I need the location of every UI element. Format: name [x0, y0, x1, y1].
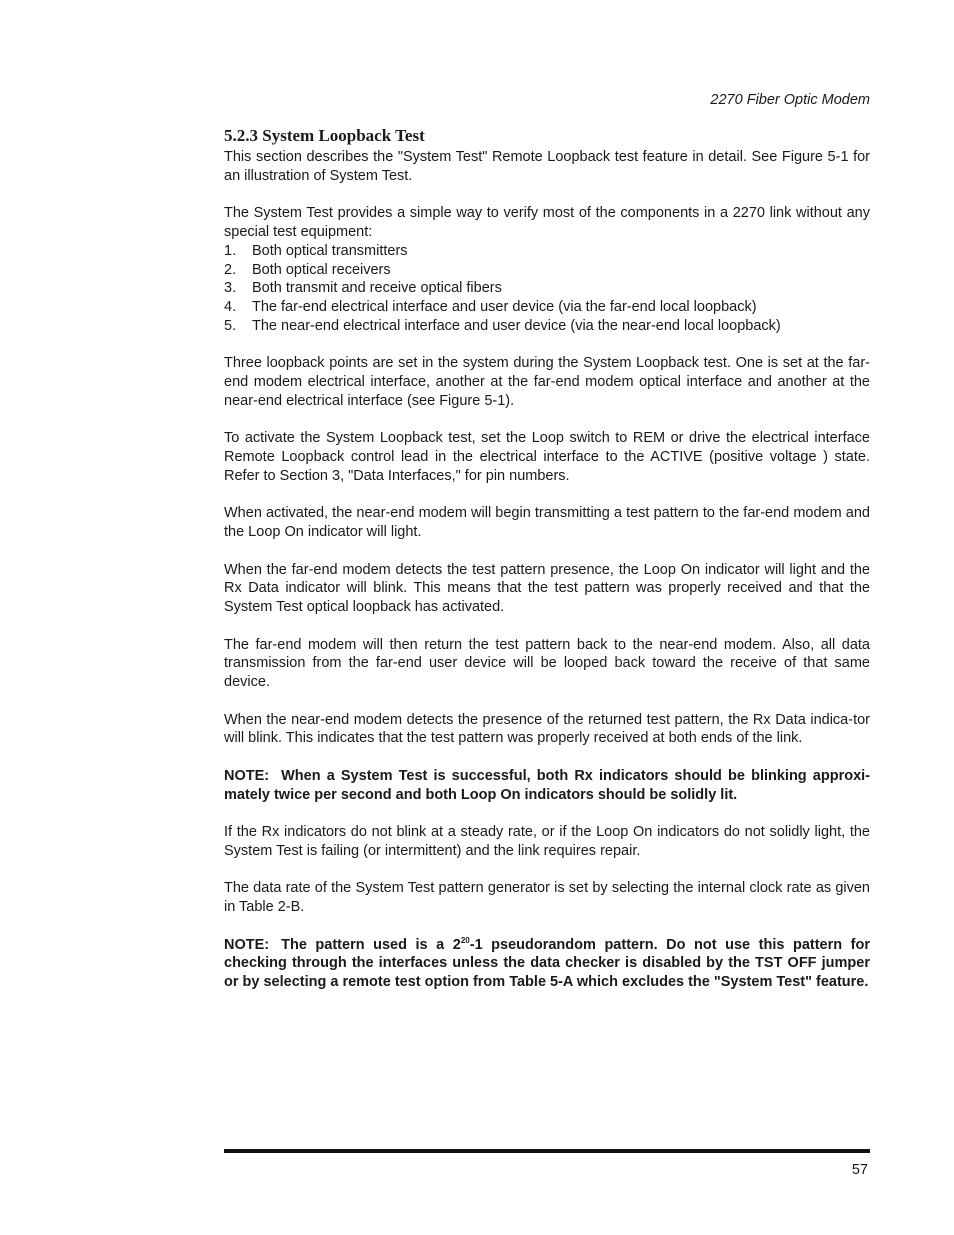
list-number: 2.: [224, 261, 237, 278]
note-text-post: -1 pseudorandom pattern. Do not use this pattern for checking through the interfaces unless the data checker is disabled by the TST OFF jumper or by selecting a remote test option from Table 5-A which excludes the "System Test" feature.: [224, 936, 870, 990]
note-success: [224, 767, 870, 805]
list-text: Both optical transmitters: [252, 242, 408, 259]
paragraph: To activate the System Loopback test, set the Loop switch to REM or drive the electrical interface Remote Loopback control lead in the electrical interface to the ACTIVE (positive voltage ) state. Refer to Section 3, "Data Interfaces," for pin numbers.: [224, 430, 870, 484]
list-text: Both optical receivers: [252, 261, 391, 278]
paragraph: If the Rx indicators do not blink at a steady rate, or if the Loop On indicators do not solidly light, the System Test is failing (or intermittent) and the link requires repair.: [224, 824, 870, 859]
page-number: 57: [851, 1162, 868, 1178]
list-item: [224, 242, 870, 261]
note-text: When a System Test is successful, both Rx indicators should be blinking approxi-mately twice per second and both Loop On indicators should be solidly lit.: [224, 767, 870, 803]
paragraph: The System Test provides a simple way to verify most of the components in a 2270 link without any special test equipment:: [224, 205, 870, 240]
list-text: Both transmit and receive optical fibers: [252, 280, 502, 297]
note-label: NOTE:: [224, 936, 270, 953]
component-list: [224, 242, 870, 336]
list-number: 5.: [224, 317, 237, 334]
list-number: 4.: [224, 299, 237, 315]
paragraph: When the near-end modem detects the presence of the returned test pattern, the Rx Data indica-tor will blink. This indicates that the test pattern was properly received at both ends of the link.: [224, 711, 870, 747]
note-text-pre: The pattern used is a 2: [281, 936, 461, 953]
section-body: [224, 148, 870, 1011]
list-text: The near-end electrical interface and user device (via the near-end local loopback): [252, 317, 781, 334]
paragraph: The data rate of the System Test pattern generator is set by selecting the internal clock rate as given in Table 2-B.: [224, 880, 870, 915]
list-item: [224, 298, 870, 317]
paragraph: The far-end modem will then return the test pattern back to the near-end modem. Also, all data transmission from the far-end user device will be looped back toward the receive of that same device.: [224, 636, 870, 690]
list-item: [224, 261, 870, 280]
paragraph: Three loopback points are set in the system during the System Loopback test. One is set at the far-end modem electrical interface, another at the far-end modem optical interface and another at the near-end electrical interface (see Figure 5-1).: [224, 355, 870, 409]
note-exponent: 20: [460, 935, 470, 945]
note-label: NOTE:: [224, 767, 270, 784]
list-item: [224, 317, 870, 336]
section-title: 5.2.3 System Loopback Test: [224, 126, 425, 145]
paragraph: When activated, the near-end modem will begin transmitting a test pattern to the far-end modem and the Loop On indicator will light.: [224, 505, 870, 540]
footer-rule: [224, 1149, 870, 1153]
list-number: 1.: [224, 242, 237, 259]
list-text: The far-end electrical interface and user device (via the far-end local loopback): [252, 299, 757, 315]
running-header: 2270 Fiber Optic Modem: [710, 92, 870, 108]
list-item: [224, 279, 870, 298]
paragraph: When the far-end modem detects the test pattern presence, the Loop On indicator will light and the Rx Data indicator will blink. This means that the test pattern was properly received and that the System Test optical loopback has activated.: [224, 561, 870, 615]
paragraph: This section describes the "System Test" Remote Loopback test feature in detail. See Figure 5-1 for an illustration of System Test.: [224, 149, 870, 184]
list-number: 3.: [224, 280, 237, 297]
note-pattern: [224, 936, 870, 992]
